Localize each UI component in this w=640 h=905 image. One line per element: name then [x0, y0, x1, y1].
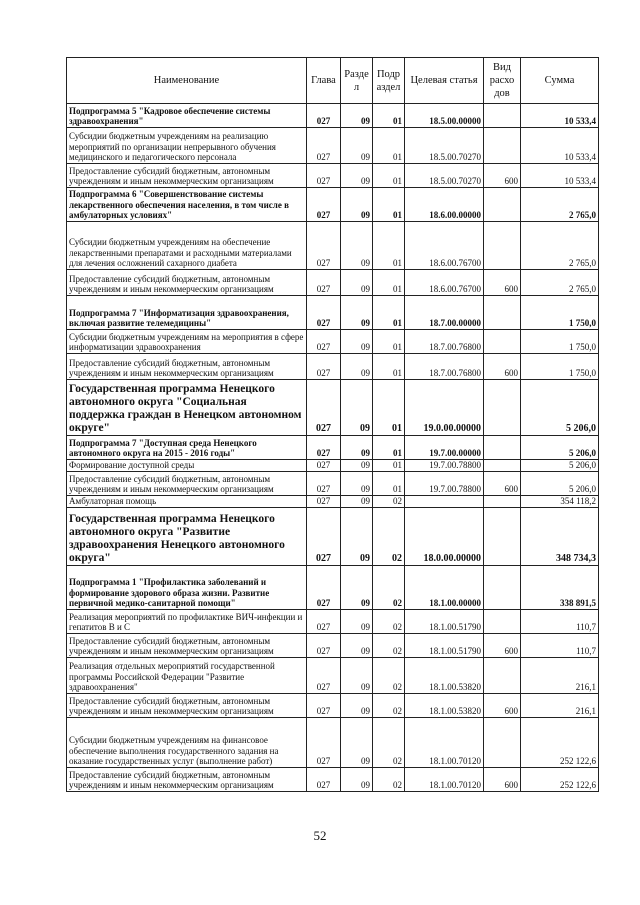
row-chapter: 027	[307, 270, 341, 296]
header-chapter: Глава	[307, 58, 341, 104]
row-name: Субсидии бюджетным учреждениям на обеспечение лекарственными препаратами и расходными материалами для лечения осложнений сахарного диабета	[67, 222, 307, 270]
row-amount: 2 765,0	[521, 188, 599, 222]
row-name: Реализация мероприятий по профилактике ВИЧ-инфекции и гепатитов В и С	[67, 610, 307, 634]
row-expense-type	[484, 658, 521, 694]
row-name: Государственная программа Ненецкого автономного округа "Развитие здравоохранения Ненецкого автономного округа"	[67, 508, 307, 566]
row-subsection: 01	[373, 164, 405, 188]
row-chapter: 027	[307, 222, 341, 270]
row-expense-type	[484, 610, 521, 634]
row-target: 18.1.00.51790	[405, 634, 484, 658]
row-section: 09	[341, 436, 373, 460]
row-subsection: 01	[373, 380, 405, 436]
row-subsection: 01	[373, 436, 405, 460]
row-expense-type: 600	[484, 694, 521, 718]
row-subsection: 01	[373, 296, 405, 330]
row-name: Предоставление субсидий бюджетным, автономным учреждениям и иным некоммерческим организациям	[67, 768, 307, 792]
header-section: Разде л	[341, 58, 373, 104]
row-amount: 110,7	[521, 634, 599, 658]
table-row	[67, 270, 599, 296]
row-expense-type: 600	[484, 164, 521, 188]
row-subsection: 01	[373, 330, 405, 354]
row-expense-type: 600	[484, 472, 521, 496]
row-expense-type	[484, 380, 521, 436]
row-subsection: 01	[373, 188, 405, 222]
row-chapter: 027	[307, 472, 341, 496]
row-name: Предоставление субсидий бюджетным, автономным учреждениям и иным некоммерческим организациям	[67, 164, 307, 188]
header-name: Наименование	[67, 58, 307, 104]
row-amount: 216,1	[521, 658, 599, 694]
row-chapter: 027	[307, 694, 341, 718]
row-expense-type	[484, 496, 521, 508]
table-row	[67, 164, 599, 188]
row-amount: 252 122,6	[521, 768, 599, 792]
row-target: 18.1.00.51790	[405, 610, 484, 634]
row-amount: 354 118,2	[521, 496, 599, 508]
row-chapter: 027	[307, 508, 341, 566]
row-section: 09	[341, 330, 373, 354]
table-row	[67, 354, 599, 380]
row-name: Предоставление субсидий бюджетным, автономным учреждениям и иным некоммерческим организациям	[67, 694, 307, 718]
table-row	[67, 104, 599, 128]
row-target: 19.7.00.00000	[405, 436, 484, 460]
table-row	[67, 634, 599, 658]
row-section: 09	[341, 128, 373, 164]
row-target: 18.1.00.53820	[405, 694, 484, 718]
row-chapter: 027	[307, 634, 341, 658]
row-section: 09	[341, 222, 373, 270]
row-chapter: 027	[307, 658, 341, 694]
row-subsection: 01	[373, 472, 405, 496]
table-row	[67, 296, 599, 330]
row-expense-type	[484, 296, 521, 330]
row-name: Амбулаторная помощь	[67, 496, 307, 508]
row-target: 18.5.00.00000	[405, 104, 484, 128]
row-expense-type	[484, 128, 521, 164]
row-chapter: 027	[307, 104, 341, 128]
row-target: 18.6.00.00000	[405, 188, 484, 222]
row-subsection: 02	[373, 634, 405, 658]
row-name: Субсидии бюджетным учреждениям на мероприятия в сфере информатизации здравоохранения	[67, 330, 307, 354]
table-row	[67, 128, 599, 164]
table-row	[67, 330, 599, 354]
row-section: 09	[341, 496, 373, 508]
table-row	[67, 188, 599, 222]
table-header-row	[67, 58, 599, 104]
row-expense-type	[484, 188, 521, 222]
page-number: 52	[313, 828, 327, 843]
row-chapter: 027	[307, 188, 341, 222]
row-name: Субсидии бюджетным учреждениям на финансовое обеспечение выполнения государственного задания на оказание государственных услуг (выполнение работ)	[67, 718, 307, 768]
row-subsection: 02	[373, 718, 405, 768]
table-row	[67, 566, 599, 610]
row-chapter: 027	[307, 128, 341, 164]
row-section: 09	[341, 354, 373, 380]
row-section: 09	[341, 472, 373, 496]
row-chapter: 027	[307, 566, 341, 610]
row-subsection: 01	[373, 270, 405, 296]
row-name: Подпрограмма 1 "Профилактика заболеваний и формирование здорового образа жизни. Развитие первичной медико-санитарной помощи"	[67, 566, 307, 610]
row-amount: 5 206,0	[521, 472, 599, 496]
row-expense-type	[484, 104, 521, 128]
row-amount: 2 765,0	[521, 270, 599, 296]
row-subsection: 02	[373, 496, 405, 508]
row-section: 09	[341, 566, 373, 610]
row-expense-type: 600	[484, 270, 521, 296]
row-expense-type	[484, 436, 521, 460]
row-subsection: 02	[373, 694, 405, 718]
row-name: Субсидии бюджетным учреждениям на реализацию мероприятий по организации непрерывного обучения медицинского и педагогического персонала	[67, 128, 307, 164]
row-name: Предоставление субсидий бюджетным, автономным учреждениям и иным некоммерческим организациям	[67, 354, 307, 380]
row-amount: 10 533,4	[521, 104, 599, 128]
row-subsection: 01	[373, 128, 405, 164]
row-section: 09	[341, 634, 373, 658]
header-expense-type: Вид расхо дов	[484, 58, 521, 104]
row-subsection: 01	[373, 460, 405, 472]
row-amount: 338 891,5	[521, 566, 599, 610]
row-section: 09	[341, 508, 373, 566]
row-target: 19.7.00.78800	[405, 460, 484, 472]
row-amount: 5 206,0	[521, 380, 599, 436]
row-subsection: 02	[373, 658, 405, 694]
row-expense-type	[484, 566, 521, 610]
row-expense-type	[484, 222, 521, 270]
row-expense-type: 600	[484, 354, 521, 380]
row-subsection: 02	[373, 508, 405, 566]
row-name: Подпрограмма 7 "Информатизация здравоохранения, включая развитие телемедицины"	[67, 296, 307, 330]
row-amount: 348 734,3	[521, 508, 599, 566]
row-name: Предоставление субсидий бюджетным, автономным учреждениям и иным некоммерческим организациям	[67, 270, 307, 296]
row-amount: 5 206,0	[521, 460, 599, 472]
row-section: 09	[341, 188, 373, 222]
row-amount: 252 122,6	[521, 718, 599, 768]
table-row	[67, 472, 599, 496]
row-name: Подпрограмма 5 "Кадровое обеспечение системы здравоохранения"	[67, 104, 307, 128]
row-name: Предоставление субсидий бюджетным, автономным учреждениям и иным некоммерческим организациям	[67, 472, 307, 496]
row-chapter: 027	[307, 164, 341, 188]
row-name: Подпрограмма 6 "Совершенствование системы лекарственного обеспечения населения, в том числе в амбулаторных условиях"	[67, 188, 307, 222]
row-expense-type	[484, 508, 521, 566]
row-chapter: 027	[307, 768, 341, 792]
row-name: Государственная программа Ненецкого автономного округа "Социальная поддержка граждан в Ненецком автономном округе"	[67, 380, 307, 436]
table-row	[67, 222, 599, 270]
row-section: 09	[341, 270, 373, 296]
row-section: 09	[341, 104, 373, 128]
row-section: 09	[341, 164, 373, 188]
row-subsection: 02	[373, 566, 405, 610]
table-row	[67, 718, 599, 768]
row-chapter: 027	[307, 330, 341, 354]
row-target: 18.1.00.53820	[405, 658, 484, 694]
row-amount: 10 533,4	[521, 128, 599, 164]
row-target: 18.7.00.76800	[405, 354, 484, 380]
row-amount: 1 750,0	[521, 296, 599, 330]
table-body	[67, 104, 599, 792]
row-section: 09	[341, 380, 373, 436]
row-chapter: 027	[307, 296, 341, 330]
row-chapter: 027	[307, 354, 341, 380]
row-target: 18.5.00.70270	[405, 128, 484, 164]
row-subsection: 01	[373, 354, 405, 380]
row-expense-type: 600	[484, 768, 521, 792]
row-subsection: 01	[373, 104, 405, 128]
row-section: 09	[341, 460, 373, 472]
table-row	[67, 496, 599, 508]
row-name: Реализация отдельных мероприятий государственной программы Российской Федерации "Развитие здравоохранения"	[67, 658, 307, 694]
row-amount: 1 750,0	[521, 330, 599, 354]
row-target: 18.7.00.76800	[405, 330, 484, 354]
row-target: 18.6.00.76700	[405, 222, 484, 270]
row-target: 18.1.00.70120	[405, 768, 484, 792]
row-chapter: 027	[307, 380, 341, 436]
table-row	[67, 380, 599, 436]
row-amount: 5 206,0	[521, 436, 599, 460]
row-target: 18.1.00.00000	[405, 566, 484, 610]
row-section: 09	[341, 768, 373, 792]
row-name: Подпрограмма 7 "Доступная среда Ненецкого автономного округа на 2015 - 2016 годы"	[67, 436, 307, 460]
row-chapter: 027	[307, 460, 341, 472]
row-target: 18.5.00.70270	[405, 164, 484, 188]
header-subsection: Подр аздел	[373, 58, 405, 104]
row-target: 18.0.00.00000	[405, 508, 484, 566]
row-name: Предоставление субсидий бюджетным, автономным учреждениям и иным некоммерческим организациям	[67, 634, 307, 658]
row-expense-type	[484, 718, 521, 768]
row-section: 09	[341, 718, 373, 768]
row-target: 19.0.00.00000	[405, 380, 484, 436]
table-row	[67, 768, 599, 792]
table-row	[67, 694, 599, 718]
row-amount: 10 533,4	[521, 164, 599, 188]
budget-table	[66, 57, 599, 792]
table-row	[67, 658, 599, 694]
row-amount: 2 765,0	[521, 222, 599, 270]
header-target: Целевая статья	[405, 58, 484, 104]
row-amount: 1 750,0	[521, 354, 599, 380]
header-amount: Сумма	[521, 58, 599, 104]
table-row	[67, 460, 599, 472]
table-row	[67, 508, 599, 566]
row-chapter: 027	[307, 610, 341, 634]
row-target: 19.7.00.78800	[405, 472, 484, 496]
row-expense-type: 600	[484, 634, 521, 658]
row-chapter: 027	[307, 718, 341, 768]
row-section: 09	[341, 296, 373, 330]
row-chapter: 027	[307, 436, 341, 460]
row-section: 09	[341, 694, 373, 718]
table-row	[67, 610, 599, 634]
row-target: 18.7.00.00000	[405, 296, 484, 330]
row-amount: 216,1	[521, 694, 599, 718]
row-subsection: 01	[373, 222, 405, 270]
row-target: 18.6.00.76700	[405, 270, 484, 296]
row-expense-type	[484, 330, 521, 354]
table-row	[67, 436, 599, 460]
row-subsection: 02	[373, 610, 405, 634]
row-expense-type	[484, 460, 521, 472]
row-name: Формирование доступной среды	[67, 460, 307, 472]
row-chapter: 027	[307, 496, 341, 508]
row-target	[405, 496, 484, 508]
row-section: 09	[341, 658, 373, 694]
row-subsection: 02	[373, 768, 405, 792]
row-section: 09	[341, 610, 373, 634]
row-target: 18.1.00.70120	[405, 718, 484, 768]
row-amount: 110,7	[521, 610, 599, 634]
